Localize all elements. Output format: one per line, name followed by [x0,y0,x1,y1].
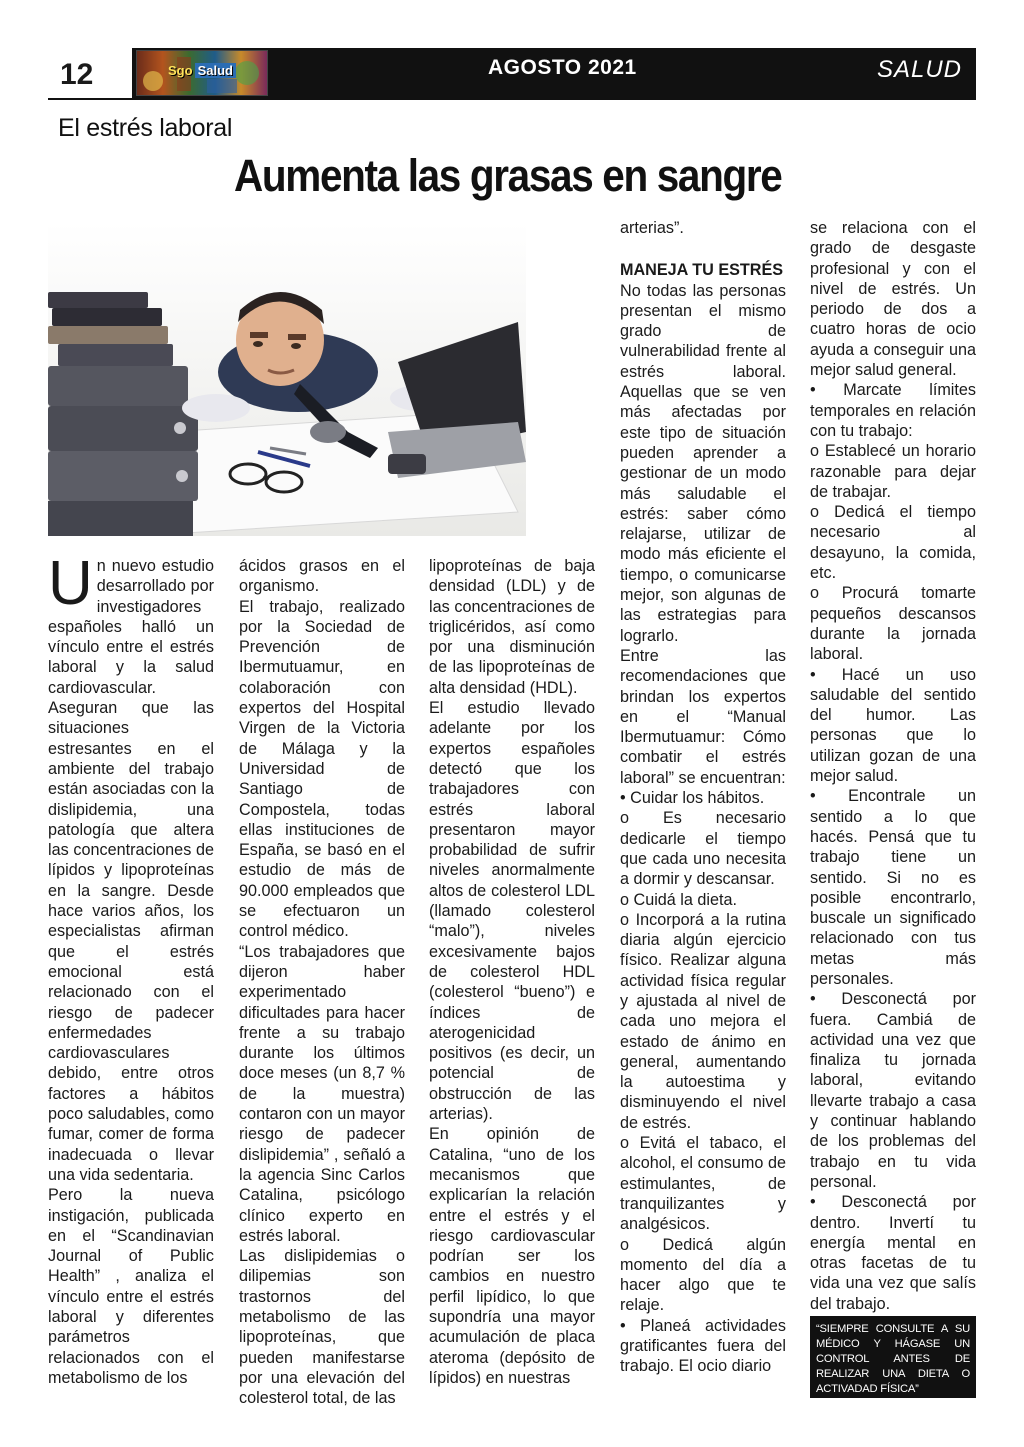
page-number: 12 [48,48,132,100]
col1-paragraph-2: Pero la nueva instigación, publicada en el “Scandinavian Journal of Public Health” , analiza el vínculo entre el estrés laboral y diferentes parámetros relacionados con el metabolismo de los [48,1186,214,1387]
publication-logo [136,50,268,96]
tip-item: o Cuidá la dieta. [620,890,737,909]
col3-paragraph-3: En opinión de Catalina, “uno de los mecanismos que explicarían la relación entre el estrés y el riesgo cardiovascular podrían ser los cambios en nuestro perfil lipídico, lo que supondría una mayor acumulación de placa ateroma (depósito de lípidos) en nuestras [429,1125,595,1387]
col3-paragraph-2: El estudio llevado adelante por los expertos españoles detectó que los trabajadores con estrés laboral presentaron mayor probabilidad de sufrir niveles anormalmente altos de colesterol LDL (llamado colesterol “malo”), niveles excesivamente bajos de colesterol HDL (colesterol “bueno”) e índices de aterogenicidad positivos (es decir, un potencial de obstrucción de las arterias). [429,699,595,1124]
tip-item: o Dedicá el tiempo necesario al desayuno, la comida, etc. [810,503,976,583]
drop-cap: U [48,549,93,618]
tip-item: o Evitá el tabaco, el alcohol, el consumo de estimulantes, de tranquilizantes y analgésicos. [620,1134,786,1234]
stressed-worker-illustration [48,222,526,536]
tip-item: • Planeá actividades gratificantes fuera del trabajo. El ocio diario [620,1316,786,1376]
col2-paragraph-3: “Los trabajadores que dijeron haber experimentado dificultades para hacer frente a su trabajo durante los últimos doce meses (un 8,7 % de la muestra) contaron con un mayor riesgo de padecer dislipidemia” , señaló a la agencia Sinc Carlos Catalina, psicólogo clínico experto en estrés laboral. [239,942,405,1245]
article-column-4 [620,218,786,1377]
logo-part1: Sgo [168,63,193,78]
col5-paragraph-1: se relaciona con el grado de desgaste profesional y con el nivel de estrés. Un periodo de dos a cuatro horas de ocio ayuda a conseguir una mejor salud general. [810,219,976,380]
page-header [48,48,976,100]
tip-item: o Establecé un horario razonable para dejar de trabajar. [810,442,976,501]
article-column-2 [239,556,405,1408]
article-kicker: El estrés laboral [58,114,233,142]
section-subheading: MANEJA TU ESTRÉS [620,261,784,280]
tip-item: o Incorporá a la rutina diaria algún ejercicio físico. Realizar alguna actividad física regular y ajustada al nivel de cada uno mejora el estado de ánimo en general, aumentando la autoestima y disminuyendo el nivel de estrés. [620,910,786,1132]
col2-paragraph-1: ácidos grasos en el organismo. [239,557,405,596]
tip-item: • Hacé un uso saludable del sentido del humor. Las personas que lo utilizan gozan de una mejor salud. [810,665,976,786]
article-headline: Aumenta las grasas en sangre [234,150,782,201]
logo-part2: Salud [195,63,236,78]
tip-item: • Cuidar los hábitos. [620,789,765,808]
issue-date: AGOSTO 2021 [488,56,637,79]
col4-paragraph-2: No todas las personas presentan el mismo grado de vulnerabilidad frente al estrés laboral. Aquellas que se ven más afectadas por este tipo de situación pueden aprender a gestionar de un modo más saludable el estrés: saber cómo relajarse, utilizar de modo más eficiente el tiempo, o comunicarse mejor, son algunas de las estrategias para lograrlo. [620,281,786,645]
tip-item: • Desconectá por fuera. Cambiá de actividad una vez que finaliza tu jornada laboral, evitando llevarte trabajo a casa y continuar hablando de los problemas del trabajo en tu vida personal. [810,990,976,1191]
col2-paragraph-2: El trabajo, realizado por la Sociedad de Prevención de Ibermutuamur, en colaboración con expertos del Hospital Virgen de la Victoria de Málaga y la Universidad de Santiago de Compostela, todas ellas instituciones de España, se basó en el estudio de más de 90.000 empleados que se efectuaron un control médico. [239,597,405,941]
article-column-3 [429,556,595,1388]
col1-paragraph-1: n nuevo estudio desarrollado por investigadores españoles halló un vínculo entre el estrés laboral y la salud cardiovascular. Aseguran que las situaciones estresantes en el ambiente del trabajo están asociadas con la dislipidemia, una patología que altera las concentraciones de lípidos y lipoproteínas en la sangre. Desde hace varios años, los especialistas afirman que el estrés emocional está relacionado con el riesgo de padecer enfermedades cardiovasculares debido, entre otros factores a hábitos poco saludables, como fumar, comer de forma inadecuada o llevar una vida sedentaria. [48,557,214,1184]
health-disclaimer-box: “SIEMPRE CONSULTE A SU MÉDICO Y HÁGASE UN CONTROL ANTES DE REALIZAR UNA DIETA O ACTIVADAD FÍSICA” [810,1316,976,1398]
tip-item: • Marcate límites temporales en relación con tu trabajo: [810,381,976,440]
tip-item: o Procurá tomarte pequeños descansos durante la jornada laboral. [810,584,976,664]
tip-item: • Encontrale un sentido a lo que hacés. Pensá que tu trabajo tiene un sentido. Si no es posible encontrarlo, buscale un significado relacionado con tus metas más personales. [810,787,976,988]
article-photo [48,222,526,536]
logo-text [137,63,267,78]
col3-paragraph-1: lipoproteínas de baja densidad (LDL) y de las concentraciones de triglicéridos, así como por una disminución de las lipoproteínas de alta densidad (HDL). [429,557,595,697]
col2-paragraph-4: Las dislipidemias o dilipemias son trastornos del metabolismo de las lipoproteínas, que pueden manifestarse por una elevación del colesterol total, de las [239,1247,405,1408]
section-name: SALUD [876,56,962,83]
col4-paragraph-1: arterias”. [620,219,684,237]
article-column-1 [48,549,214,1388]
tip-item: o Es necesario dedicarle el tiempo que cada uno necesita a dormir y descansar. [620,809,786,889]
tip-item: • Desconectá por dentro. Invertí tu energía mental en otras facetas de tu vida una vez que salís del trabajo. [810,1193,976,1313]
article-column-5 [810,218,976,1314]
header-underline [48,98,976,100]
tip-item: o Dedicá algún momento del día a hacer algo que te relaje. [620,1235,786,1315]
col4-paragraph-3: Entre las recomendaciones que brindan los expertos en el “Manual Ibermutuamur: Cómo combatir el estrés laboral” se encuentran: [620,646,786,787]
